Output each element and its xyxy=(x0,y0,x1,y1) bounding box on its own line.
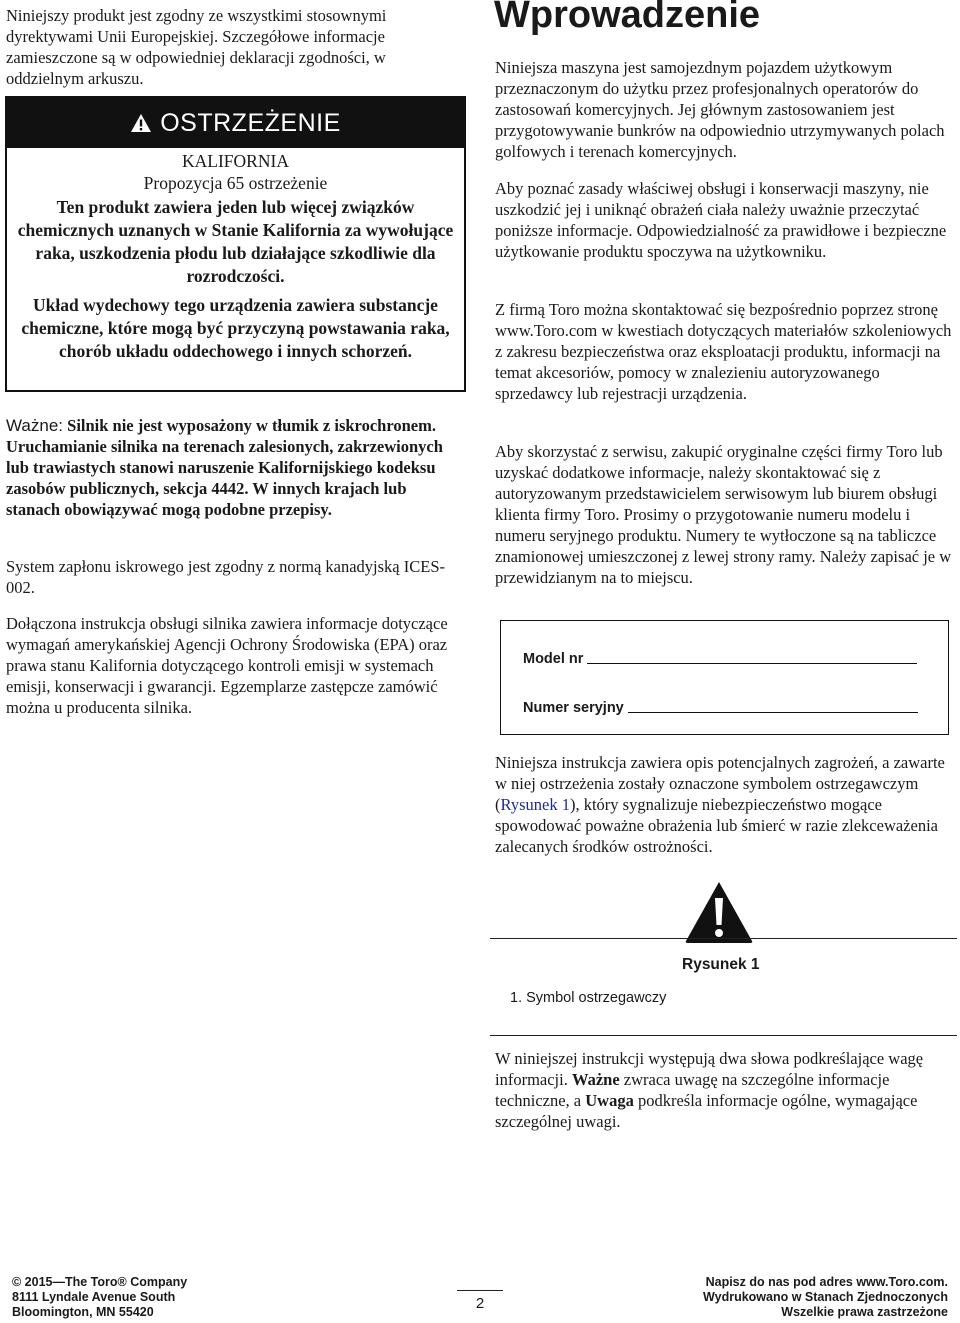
figure-caption: 1. Symbol ostrzegawczy xyxy=(510,990,667,1006)
figure-divider-top xyxy=(490,938,957,939)
words-text-c: podkreśla informacje ogólne, wymagające szczególnej uwagi. xyxy=(495,1091,918,1131)
intro-paragraph-safety: Aby poznać zasady właściwej obsługi i konserwacji maszyny, nie uszkodzić jej i uniknąć obrażeń ciała należy uważnie przeczytać poniższe informacje. Odpowiedzialność za prawidłowe i bezpieczne użytkowanie produktu spoczywa na użytkowniku. xyxy=(495,179,947,261)
warning-triangle-icon xyxy=(130,113,152,133)
footer-printed: Wydrukowano w Stanach Zjednoczonych xyxy=(703,1290,948,1304)
warning-heading: OSTRZEŻENIE xyxy=(160,108,341,137)
warning-paragraph-exhaust: Układ wydechowy tego urządzenia zawiera substancje chemiczne, które mogą być przyczyną powstawania raka, chorób układu oddechowego i innych schorzeń. xyxy=(21,295,450,361)
words-text-b: zwraca uwagę na szczególne informacje techniczne, a xyxy=(495,1070,890,1110)
warning-state: KALIFORNIA xyxy=(182,151,289,171)
footer-rights: Wszelkie prawa zastrzeżone xyxy=(781,1305,948,1319)
model-serial-box xyxy=(500,620,949,735)
figure-title: Rysunek 1 xyxy=(682,956,760,973)
intro-paragraph-contact: Z firmą Toro można skontaktować się bezpośrednio poprzez stronę www.Toro.com w kwestiach dotyczących materiałów szkoleniowych z zakresu bezpieczeństwa oraz eksploatacji produktu, informacji na temat akcesoriów, pomocy w znalezieniu autoryzowanego sprzedawcy lub rejestracji urządzenia. xyxy=(495,300,952,403)
intro-paragraph-purpose: Niniejsza maszyna jest samojezdnym pojazdem użytkowym przeznaczonym do użytku przez profesjonalnych operatorów do zastosowań komercyjnych. Jej głównym zastosowaniem jest przygotowywanie bunkrów na odpowiednio utrzymywanych polach golfowych i terenach komercyjnych. xyxy=(495,58,945,161)
footer-website: Napisz do nas pod adres www.Toro.com. xyxy=(705,1275,948,1289)
symbol-text-before: Niniejsza instrukcja zawiera opis potencjalnych zagrożeń, a zawarte w niej ostrzeżenia zostały oznaczone symbolem ostrzegawczym ( xyxy=(495,753,945,814)
figure-divider-bottom xyxy=(490,1035,957,1036)
signal-words-paragraph xyxy=(495,1048,955,1132)
model-number-label: Model nr xyxy=(523,651,584,667)
footer-address: 8111 Lyndale Avenue South xyxy=(12,1290,176,1304)
warning-paragraph-chemicals: Ten produkt zawiera jeden lub więcej związków chemicznych uznanych w Stanie Kalifornia za wywołujące raka, uszkodzenia płodu lub działające szkodliwie dla rozrodczości. xyxy=(17,197,454,286)
important-notice xyxy=(6,415,461,520)
symbol-text-after: ), który sygnalizuje niebezpieczeństwo mogące spowodować poważne obrażenia lub śmierć w razie zlekceważenia zalecanych środków ostrożności. xyxy=(495,795,938,856)
important-label: Ważne: xyxy=(6,416,64,435)
figure-link[interactable]: Rysunek 1 xyxy=(500,795,570,814)
footer-info xyxy=(703,1275,948,1320)
footer-copyright: © 2015—The Toro® Company xyxy=(12,1275,188,1289)
important-text: Silnik nie jest wyposażony w tłumik z iskrochronem. Uruchamianie silnika na terenach zalesionych, zakrzewionych lub trawiastych stanowi naruszenie Kalifornijskiego kodeksu zasobów publicznych, sekcja 4442. W innych krajach lub stanach obowiązywać mogą podobne przepisy. xyxy=(6,416,443,519)
word-important: Ważne xyxy=(571,1070,620,1089)
footer-company xyxy=(12,1275,187,1320)
model-number-field[interactable] xyxy=(587,649,917,664)
safety-alert-triangle-icon xyxy=(684,880,754,944)
serial-number-row xyxy=(523,698,918,716)
serial-number-field[interactable] xyxy=(628,698,918,713)
section-title: Wprowadzenie xyxy=(494,0,761,36)
intro-paragraph-service: Aby skorzystać z serwisu, zakupić oryginalne części firmy Toro lub uzyskać dodatkowe informacje, należy skontaktować się z autoryzowanym przedstawicielem serwisowym lub biurem obsługi klienta firmy Toro. Prosimy o przygotowanie numeru modelu i numeru seryjnego produktu. Numery te wytłoczone są na tabliczce znamionowej umieszczonej z lewej strony ramy. Należy zapisać je w przewidzianym na to miejscu. xyxy=(495,442,952,587)
words-text-a: W niniejszej instrukcji występują dwa słowa podkreślające wagę informacji. xyxy=(495,1049,924,1089)
serial-number-label: Numer seryjny xyxy=(523,700,624,716)
engine-manual-info: Dołączona instrukcja obsługi silnika zawiera informacje dotyczące wymagań amerykańskiej Agencji Ochrony Środowiska (EPA) oraz prawa stanu Kalifornia dotyczącego kontroli emisji w systemach emisji, konserwacji i gwarancji. Egzemplarze zastępcze zamówić można u producenta silnika. xyxy=(6,614,448,717)
footer-city: Bloomington, MN 55420 xyxy=(12,1305,154,1319)
page-number: 2 xyxy=(457,1290,503,1312)
warning-header xyxy=(7,98,464,148)
word-note: Uwaga xyxy=(585,1091,634,1110)
ignition-compliance: System zapłonu iskrowego jest zgodny z normą kanadyjską ICES-002. xyxy=(6,557,445,597)
warning-proposition: Propozycja 65 ostrzeżenie xyxy=(143,173,328,193)
compliance-note: Niniejszy produkt jest zgodny ze wszystkimi stosownymi dyrektywami Unii Europejskiej. Szczegółowe informacje zamieszczone są w odpowiedniej deklaracji zgodności, w oddzielnym arkuszu. xyxy=(6,6,387,88)
safety-symbol-paragraph xyxy=(495,752,955,857)
california-warning-box xyxy=(5,96,466,392)
model-number-row xyxy=(523,649,917,667)
